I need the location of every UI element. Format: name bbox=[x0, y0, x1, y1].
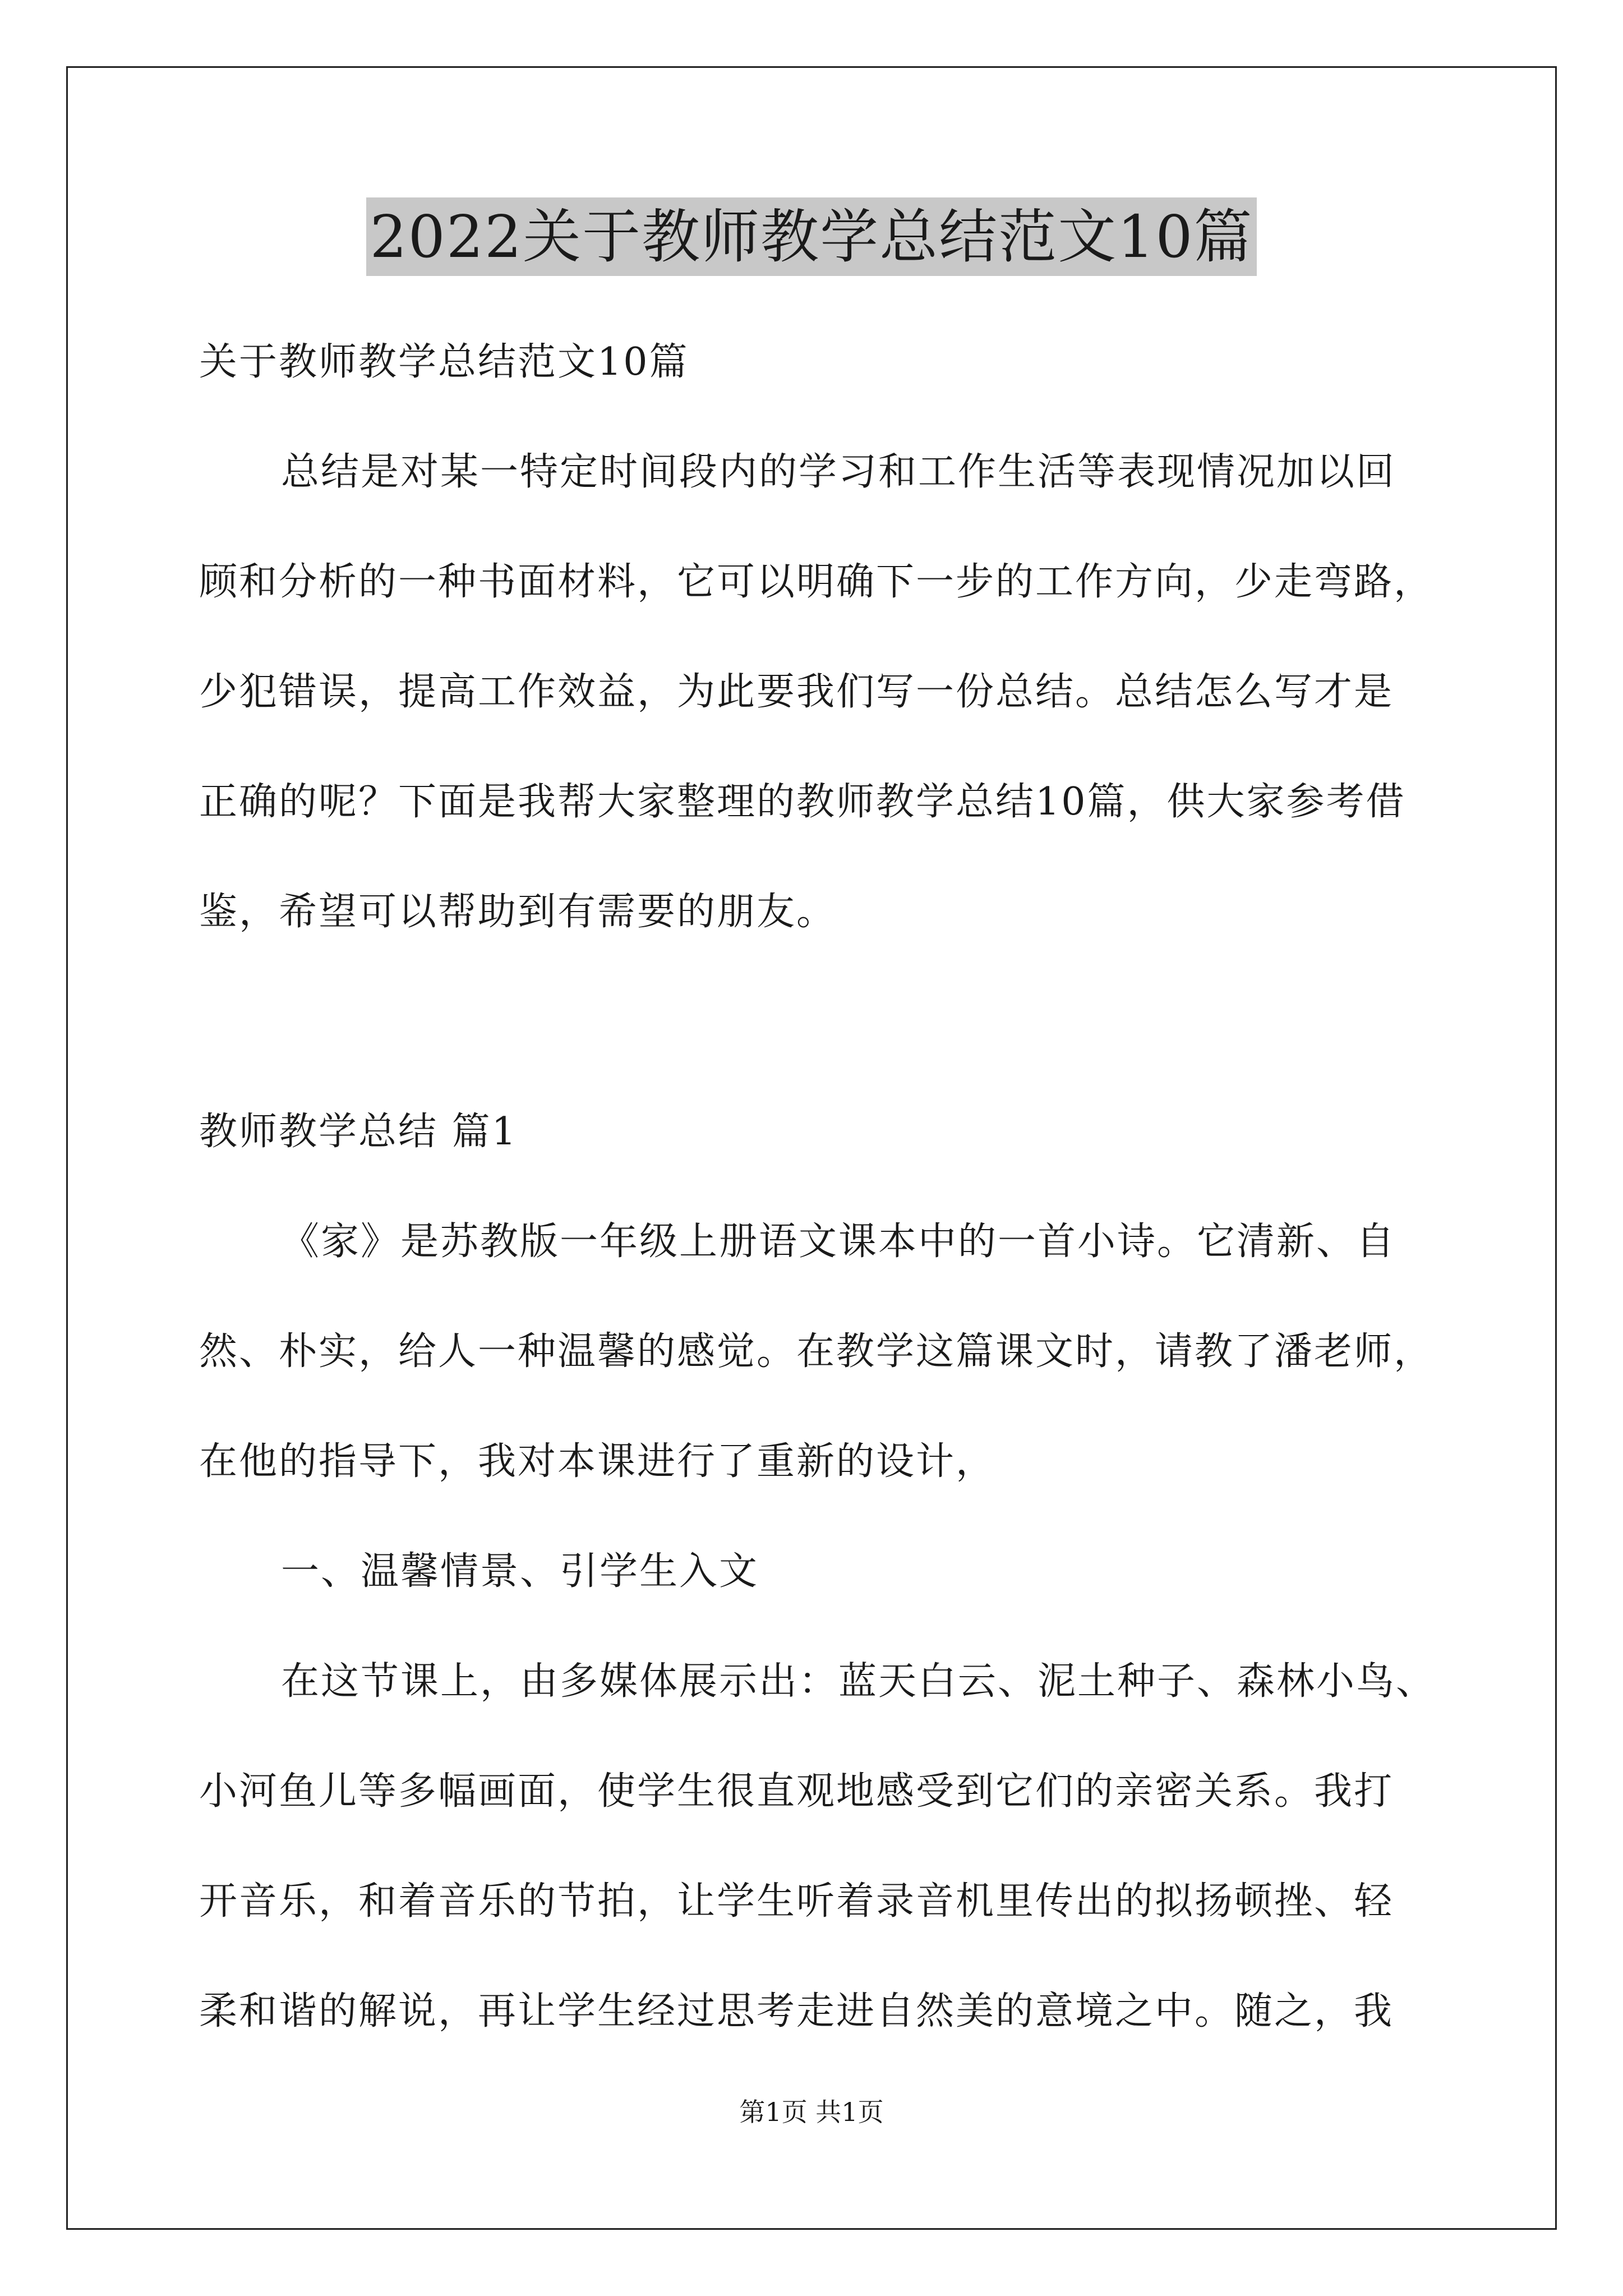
section-paragraph-line: 《家》是苏教版一年级上册语文课本中的一首小诗。它清新、自 bbox=[281, 1220, 1396, 1264]
section-paragraph-line: 柔和谐的解说，再让学生经过思考走进自然美的意境之中。随之，我 bbox=[199, 1989, 1394, 2033]
document-title: 2022关于教师教学总结范文10篇 bbox=[366, 197, 1256, 276]
document-title-wrapper bbox=[0, 197, 1623, 276]
intro-line: 正确的呢？下面是我帮大家整理的教师教学总结10篇，供大家参考借 bbox=[199, 780, 1406, 824]
section-paragraph-line: 在他的指导下，我对本课进行了重新的设计， bbox=[199, 1439, 996, 1484]
document-subtitle: 关于教师教学总结范文10篇 bbox=[199, 340, 689, 384]
document-body bbox=[199, 307, 1436, 2067]
section-heading: 教师教学总结 篇1 bbox=[199, 1110, 518, 1154]
intro-line: 少犯错误，提高工作效益，为此要我们写一份总结。总结怎么写才是 bbox=[199, 670, 1394, 714]
page-footer: 第1页 共1页 bbox=[739, 2097, 884, 2127]
intro-line: 鉴，希望可以帮助到有需要的朋友。 bbox=[199, 890, 837, 934]
section-paragraph-line: 在这节课上，由多媒体展示出：蓝天白云、泥土种子、森林小鸟、 bbox=[281, 1659, 1436, 1704]
intro-line: 总结是对某一特定时间段内的学习和工作生活等表现情况加以回 bbox=[281, 450, 1396, 494]
section-paragraph-line: 小河鱼儿等多幅画面，使学生很直观地感受到它们的亲密关系。我打 bbox=[199, 1769, 1394, 1814]
paragraph-gap bbox=[199, 967, 1433, 1077]
intro-line: 顾和分析的一种书面材料，它可以明确下一步的工作方向，少走弯路， bbox=[199, 560, 1434, 604]
section-subheading: 一、温馨情景、引学生入文 bbox=[281, 1549, 759, 1594]
section-paragraph-line: 开音乐，和着音乐的节拍，让学生听着录音机里传出的拟扬顿挫、轻 bbox=[199, 1879, 1394, 1924]
section-paragraph-line: 然、朴实，给人一种温馨的感觉。在教学这篇课文时，请教了潘老师， bbox=[199, 1329, 1434, 1374]
